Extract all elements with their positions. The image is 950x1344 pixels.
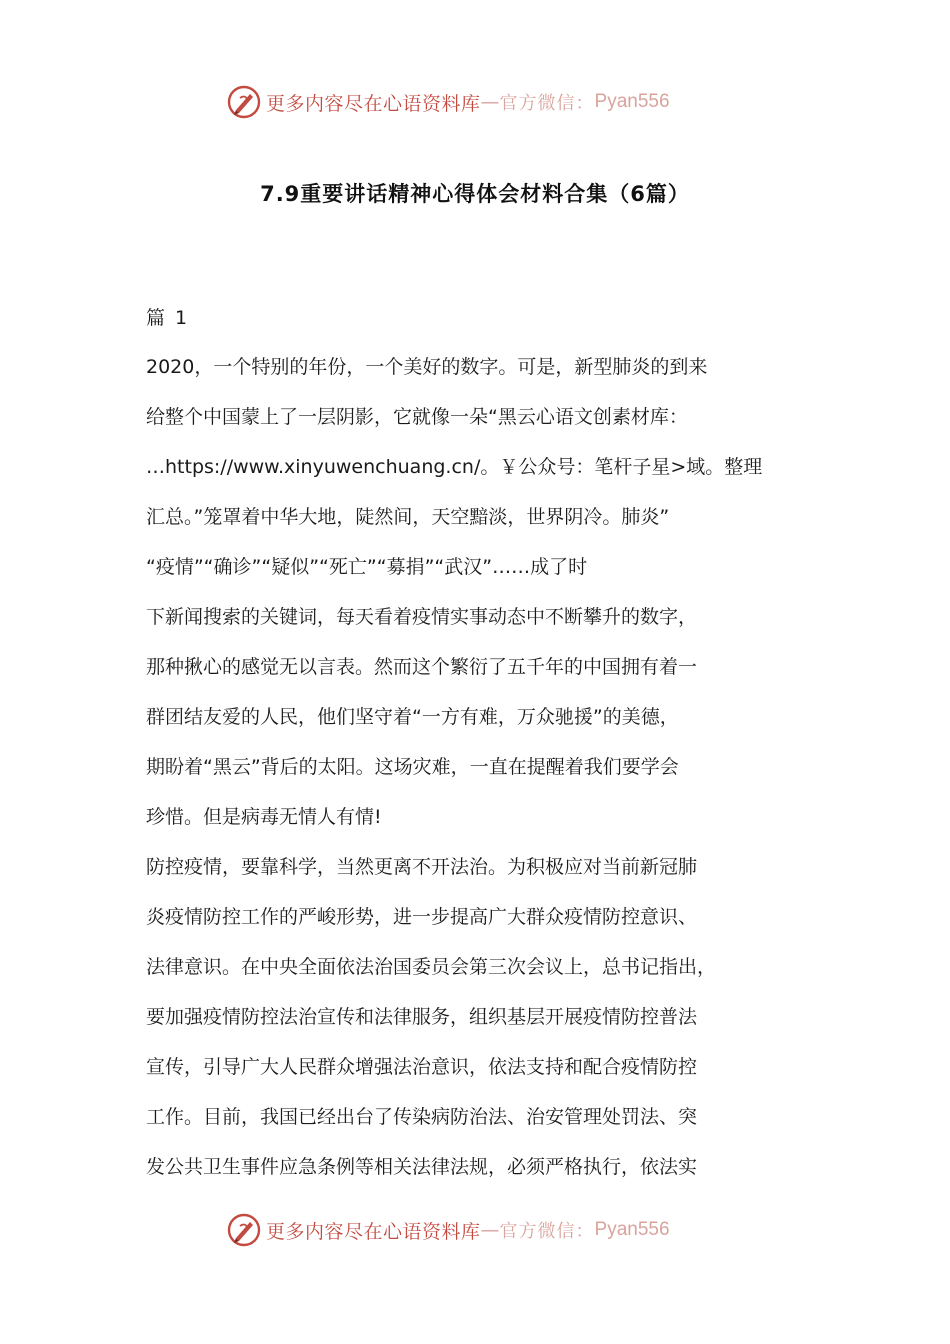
watermark-dash: —: [480, 91, 500, 113]
body-line: …https://www.xinyuwenchuang.cn/。￥公众号：笔杆子星>域。整理: [146, 456, 763, 478]
body-line: 发公共卫生事件应急条例等相关法律法规，必须严格执行，依法实: [146, 1156, 698, 1178]
body-line: 那种揪心的感觉无以言表。然而这个繁衍了五千年的中国拥有着一: [146, 656, 698, 678]
document-title: 7.9重要讲话精神心得体会材料合集（6篇）: [260, 182, 690, 206]
pen-circle-logo-icon: [226, 1212, 262, 1248]
body-line: 汇总。”笼罩着中华大地，陡然间，天空黯淡，世界阴冷。肺炎”: [146, 506, 670, 528]
body-line: 期盼着“黑云”背后的太阳。这场灾难，一直在提醒着我们要学会: [146, 756, 679, 778]
footer-watermark-banner: [226, 1210, 670, 1250]
body-line: 法律意识。在中央全面依法治国委员会第三次会议上，总书记指出，: [146, 956, 717, 978]
body-line: 要加强疫情防控法治宣传和法律服务，组织基层开展疫情防控普法: [146, 1006, 698, 1028]
body-line: “疫情”“确诊”“疑似”“死亡”“募捐”“武汉”……成了时: [146, 556, 588, 578]
section-label: 篇 1: [146, 307, 190, 329]
watermark-wechat-label: 官方微信：: [499, 1221, 595, 1242]
body-line: 炎疫情防控工作的严峻形势，进一步提高广大群众疫情防控意识、: [146, 906, 698, 928]
body-line: 宣传，引导广大人民群众增强法治意识，依法支持和配合疫情防控: [146, 1056, 698, 1078]
body-line: 防控疫情，要靠科学，当然更离不开法治。为积极应对当前新冠肺: [146, 856, 698, 878]
watermark-dash: —: [480, 1219, 500, 1241]
body-line: 2020，一个特别的年份，一个美好的数字。可是，新型肺炎的到来: [146, 356, 708, 378]
body-line: 珍惜。但是病毒无情人有情!: [146, 806, 382, 828]
body-line: 工作。目前，我国已经出台了传染病防治法、治安管理处罚法、突: [146, 1106, 698, 1128]
header-watermark-banner: [226, 82, 670, 122]
body-line: 群团结友爱的人民，他们坚守着“一方有难，万众驰援”的美德，: [146, 706, 679, 728]
body-line: 下新闻搜索的关键词，每天看着疫情实事动态中不断攀升的数字，: [146, 606, 698, 628]
watermark-wechat-label: 官方微信：: [499, 93, 595, 114]
pen-circle-logo-icon: [226, 84, 262, 120]
watermark-slogan: 更多内容尽在心语资料库: [266, 1220, 481, 1243]
body-line: 给整个中国蒙上了一层阴影，它就像一朵“黑云心语文创素材库：: [146, 406, 688, 428]
watermark-wechat-id: Pyan556: [594, 1219, 670, 1240]
watermark-wechat-id: Pyan556: [594, 91, 670, 112]
watermark-slogan: 更多内容尽在心语资料库: [266, 92, 481, 115]
